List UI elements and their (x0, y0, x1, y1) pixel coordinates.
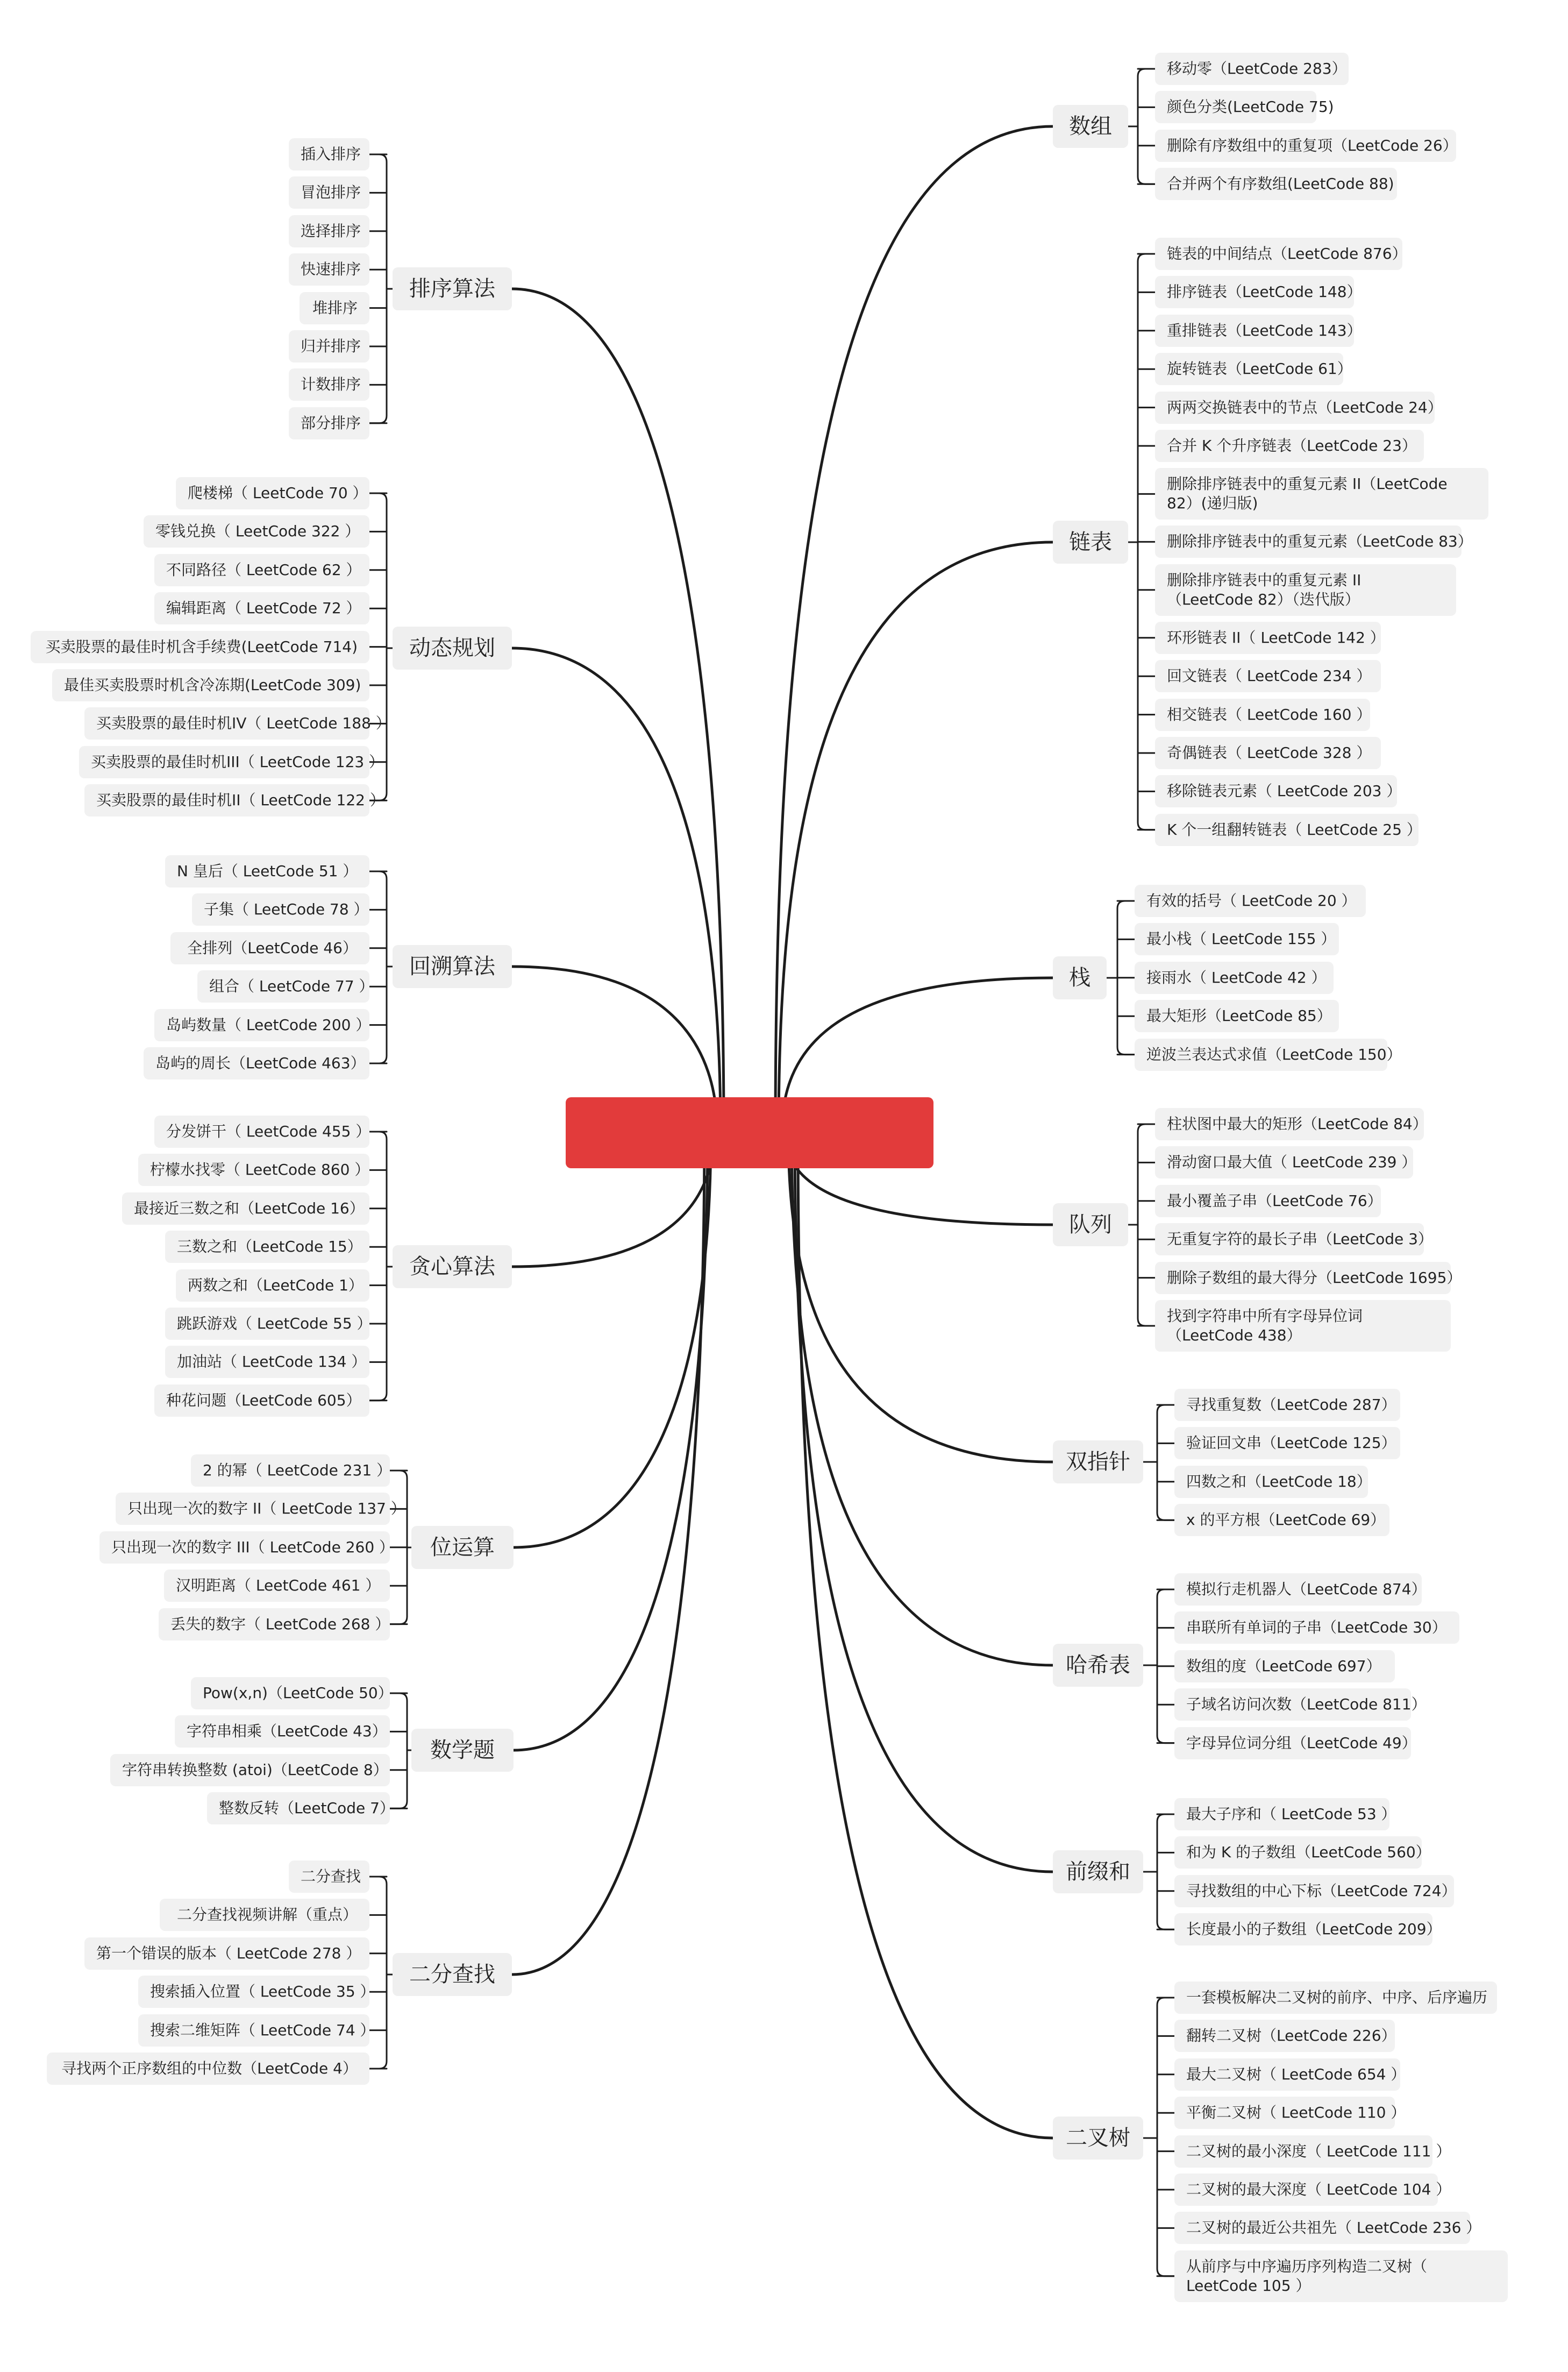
leaf-node: 删除排序链表中的重复元素 II（LeetCode 82）（迭代版） (1155, 564, 1456, 616)
leaf-node: 最大二叉树（ LeetCode 654 ） (1174, 2058, 1400, 2091)
leaf-node: 移除链表元素（ LeetCode 203 ） (1155, 775, 1397, 807)
root-connector (795, 1133, 1053, 1872)
leaf-bracket (369, 871, 387, 1063)
leaf-node: 整数反转（LeetCode 7） (207, 1792, 390, 1824)
leaf-node: 两两交换链表中的节点（LeetCode 24） (1155, 392, 1435, 424)
leaf-node: 模拟行走机器人（LeetCode 874） (1174, 1573, 1422, 1606)
leaf-node: 排序链表（LeetCode 148） (1155, 276, 1354, 308)
leaf-bracket (1157, 1405, 1174, 1520)
leaf-node: 最接近三数之和（LeetCode 16） (122, 1192, 369, 1225)
branch-node: 二叉树 (1053, 2117, 1143, 2160)
leaf-node: Pow(x,n)（LeetCode 50） (191, 1677, 390, 1709)
leaf-node: 加油站（ LeetCode 134 ） (165, 1346, 369, 1378)
leaf-node: 编辑距离（ LeetCode 72 ） (154, 592, 369, 624)
leaf-node: 环形链表 II（ LeetCode 142 ） (1155, 622, 1381, 654)
leaf-node: 寻找数组的中心下标（LeetCode 724） (1174, 1875, 1454, 1907)
branch-node: 排序算法 (393, 267, 512, 310)
branch-node: 位运算 (411, 1526, 514, 1569)
leaf-node: 汉明距离（ LeetCode 461 ） (164, 1570, 390, 1602)
leaf-node: 零钱兑换（ LeetCode 322 ） (144, 515, 369, 548)
leaf-bracket (390, 1693, 407, 1808)
leaf-node: 逆波兰表达式求值（LeetCode 150） (1135, 1039, 1387, 1071)
leaf-node: 滑动窗口最大值（ LeetCode 239 ） (1155, 1146, 1413, 1178)
leaf-node: 有效的括号（ LeetCode 20 ） (1135, 885, 1366, 917)
leaf-node: 堆排序 (300, 292, 369, 324)
leaf-node: 搜索二维矩阵（ LeetCode 74 ） (138, 2014, 369, 2047)
leaf-node: 分发饼干（ LeetCode 455 ） (154, 1116, 369, 1148)
leaf-node: 二叉树的最大深度（ LeetCode 104 ） (1174, 2174, 1438, 2206)
leaf-node: 和为 K 的子数组（LeetCode 560） (1174, 1836, 1422, 1869)
leaf-node: 最大矩形（LeetCode 85） (1135, 1000, 1339, 1032)
leaf-node: 接雨水（ LeetCode 42 ） (1135, 962, 1334, 994)
leaf-node: 选择排序 (289, 215, 369, 247)
branch-node: 动态规划 (393, 627, 512, 670)
leaf-node: N 皇后（ LeetCode 51 ） (165, 855, 369, 887)
leaf-node: 字符串相乘（LeetCode 43） (175, 1715, 390, 1748)
leaf-node: 全排列（LeetCode 46） (170, 932, 369, 964)
leaf-bracket (1138, 69, 1155, 184)
branch-node: 链表 (1053, 521, 1128, 564)
root-connector (512, 289, 724, 1133)
leaf-node: 不同路径（ LeetCode 62 ） (154, 554, 369, 586)
leaf-node: 字母异位词分组（LeetCode 49） (1174, 1727, 1411, 1759)
leaf-bracket (369, 154, 387, 423)
leaf-node: 两数之和（LeetCode 1） (176, 1269, 369, 1302)
leaf-node: 组合（ LeetCode 77 ） (197, 970, 369, 1003)
leaf-node: 删除子数组的最大得分（LeetCode 1695） (1155, 1262, 1451, 1294)
leaf-node: 寻找重复数（LeetCode 287） (1174, 1389, 1400, 1421)
leaf-node: 归并排序 (289, 330, 369, 363)
branch-node: 哈希表 (1053, 1644, 1143, 1687)
leaf-node: 买卖股票的最佳时机II（ LeetCode 122 ） (84, 784, 369, 816)
leaf-node: 插入排序 (289, 138, 369, 171)
root-connector (512, 1133, 704, 1975)
leaf-node: 买卖股票的最佳时机III（ LeetCode 123 ） (79, 746, 369, 778)
leaf-node: 柱状图中最大的矩形（LeetCode 84） (1155, 1108, 1424, 1140)
leaf-node: 奇偶链表（ LeetCode 328 ） (1155, 737, 1381, 769)
leaf-node: 相交链表（ LeetCode 160 ） (1155, 699, 1370, 731)
leaf-node: 二分查找视频讲解（重点） (160, 1899, 369, 1931)
leaf-node: 跳跃游戏（ LeetCode 55 ） (165, 1308, 369, 1340)
leaf-node: 2 的幂（ LeetCode 231 ） (191, 1454, 390, 1487)
leaf-node: 柠檬水找零（ LeetCode 860 ） (138, 1154, 369, 1186)
leaf-node: 寻找两个正序数组的中位数（LeetCode 4） (47, 2053, 369, 2085)
leaf-node: K 个一组翻转链表（ LeetCode 25 ） (1155, 814, 1419, 846)
leaf-node: 快速排序 (289, 253, 369, 286)
leaf-node: 二叉树的最近公共祖先（ LeetCode 236 ） (1174, 2212, 1470, 2244)
root-connector (788, 1133, 1053, 1462)
leaf-node: 链表的中间结点（LeetCode 876） (1155, 238, 1402, 270)
leaf-node: x 的平方根（LeetCode 69） (1174, 1504, 1389, 1536)
leaf-node: 无重复字符的最长子串（LeetCode 3） (1155, 1223, 1424, 1255)
leaf-node: 合并两个有序数组(LeetCode 88) (1155, 168, 1397, 200)
leaf-node: 最小栈（ LeetCode 155 ） (1135, 923, 1339, 955)
root-connector (514, 1133, 708, 1750)
leaf-node: 找到字符串中所有字母异位词（LeetCode 438） (1155, 1300, 1451, 1352)
leaf-node: 平衡二叉树（ LeetCode 110 ） (1174, 2097, 1395, 2129)
leaf-node: 字符串转换整数 (atoi)（LeetCode 8） (110, 1754, 390, 1786)
leaf-node: 删除排序链表中的重复元素（LeetCode 83） (1155, 525, 1462, 558)
leaf-node: 子集（ LeetCode 78 ） (192, 893, 369, 926)
leaf-node: 重排链表（LeetCode 143） (1155, 315, 1354, 347)
leaf-node: 爬楼梯（ LeetCode 70 ） (176, 477, 369, 509)
leaf-node: 合并 K 个升序链表（LeetCode 23） (1155, 430, 1424, 462)
leaf-bracket (1138, 1124, 1155, 1326)
leaf-node: 一套模板解决二叉树的前序、中序、后序遍历 (1174, 1982, 1497, 2014)
branch-node: 前缀和 (1053, 1850, 1143, 1893)
leaf-bracket (1157, 1998, 1174, 2276)
root-connector (512, 648, 721, 1133)
leaf-node: 二叉树的最小深度（ LeetCode 111 ） (1174, 2135, 1432, 2168)
leaf-node: 丢失的数字（ LeetCode 268 ） (159, 1608, 390, 1640)
leaf-node: 三数之和（LeetCode 15） (165, 1231, 369, 1263)
branch-node: 数组 (1053, 105, 1128, 148)
leaf-node: 种花问题（LeetCode 605） (154, 1384, 369, 1417)
leaf-node: 岛屿数量（ LeetCode 200 ） (154, 1009, 369, 1041)
branch-node: 栈 (1053, 956, 1107, 999)
branch-node: 二分查找 (393, 1953, 512, 1996)
leaf-node: 搜索插入位置（ LeetCode 35 ） (138, 1976, 369, 2008)
leaf-node: 二分查找 (289, 1860, 369, 1893)
leaf-node: 翻转二叉树（LeetCode 226） (1174, 2020, 1395, 2052)
branch-node: 双指针 (1053, 1440, 1143, 1483)
leaf-node: 只出现一次的数字 III（ LeetCode 260 ） (99, 1531, 390, 1564)
leaf-node: 买卖股票的最佳时机含手续费(LeetCode 714) (31, 631, 369, 663)
leaf-node: 冒泡排序 (289, 176, 369, 209)
branch-node: 贪心算法 (393, 1245, 512, 1288)
leaf-node: 旋转链表（LeetCode 61） (1155, 353, 1343, 385)
leaf-node: 移动零（LeetCode 283） (1155, 53, 1349, 85)
root-connector (779, 542, 1053, 1133)
root-connector (798, 1133, 1053, 2138)
leaf-bracket (1157, 1814, 1174, 1929)
leaf-node: 计数排序 (289, 368, 369, 401)
leaf-node: 从前序与中序遍历序列构造二叉树（ LeetCode 105 ） (1174, 2250, 1508, 2302)
leaf-node: 删除排序链表中的重复元素 II（LeetCode 82）(递归版) (1155, 468, 1488, 520)
leaf-node: 四数之和（LeetCode 18） (1174, 1466, 1368, 1498)
leaf-node: 颜色分类(LeetCode 75) (1155, 91, 1316, 123)
leaf-node: 最小覆盖子串（LeetCode 76） (1155, 1185, 1381, 1217)
leaf-node: 部分排序 (289, 407, 369, 439)
leaf-node: 数组的度（LeetCode 697） (1174, 1650, 1395, 1682)
branch-node: 数学题 (411, 1729, 514, 1772)
leaf-node: 长度最小的子数组（LeetCode 209） (1174, 1913, 1432, 1945)
leaf-node: 岛屿的周长（LeetCode 463） (144, 1047, 369, 1080)
leaf-node: 子域名访问次数（LeetCode 811） (1174, 1688, 1411, 1721)
branch-node: 回溯算法 (393, 945, 512, 988)
leaf-node: 只出现一次的数字 II（ LeetCode 137 ） (116, 1493, 390, 1525)
leaf-node: 串联所有单词的子串（LeetCode 30） (1174, 1611, 1459, 1644)
leaf-node: 买卖股票的最佳时机IV（ LeetCode 188 ） (84, 707, 369, 740)
leaf-node: 验证回文串（LeetCode 125） (1174, 1427, 1400, 1459)
leaf-node: 第一个错误的版本（ LeetCode 278 ） (84, 1937, 369, 1970)
leaf-bracket (369, 1132, 387, 1401)
leaf-node: 删除有序数组中的重复项（LeetCode 26） (1155, 130, 1456, 162)
leaf-node: 最大子序和（ LeetCode 53 ） (1174, 1798, 1389, 1830)
branch-node: 队列 (1053, 1203, 1128, 1246)
root-connector (775, 126, 1053, 1133)
leaf-node: 回文链表（ LeetCode 234 ） (1155, 660, 1381, 692)
leaf-node: 最佳买卖股票时机含冷冻期(LeetCode 309) (52, 669, 369, 701)
root-node (566, 1097, 933, 1168)
